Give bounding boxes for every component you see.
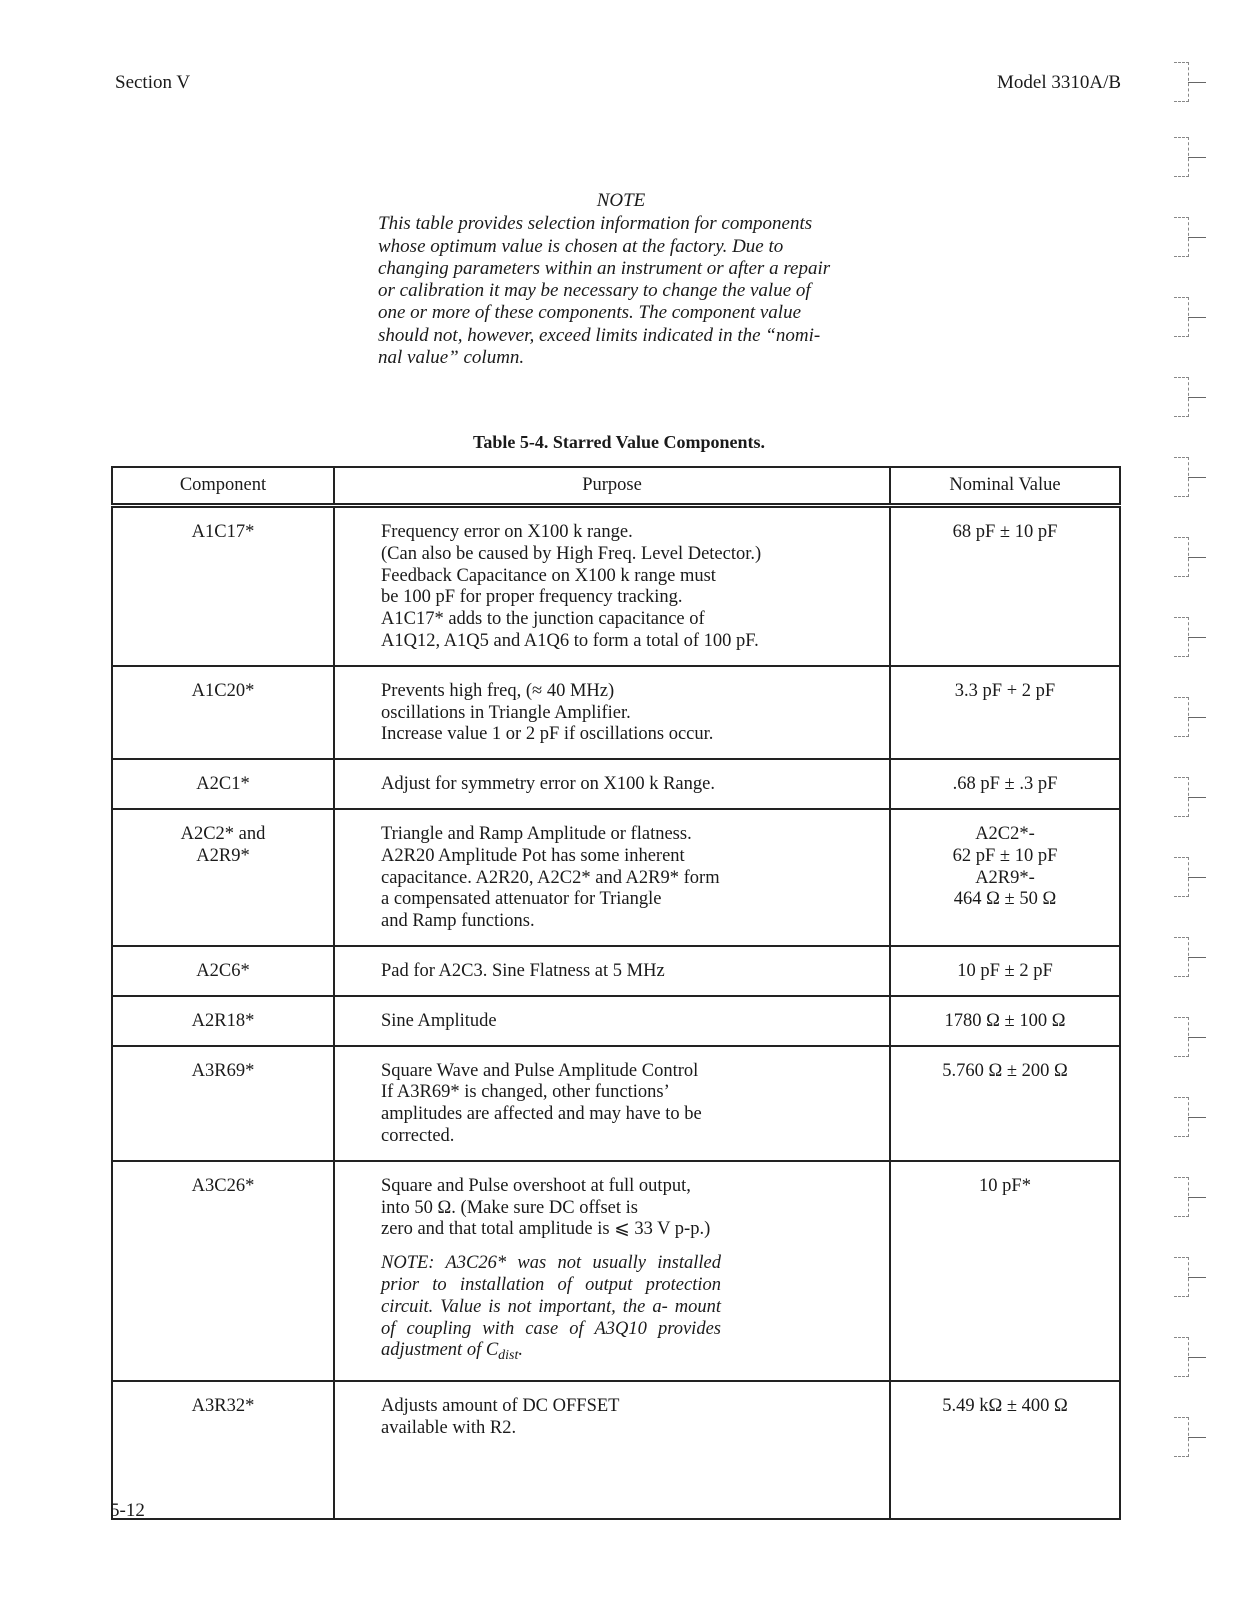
component-text: A2R9* bbox=[196, 845, 250, 866]
table-header-row bbox=[112, 467, 1120, 506]
nominal-text: 5.760 Ω ± 200 Ω bbox=[942, 1060, 1068, 1081]
nominal-cell bbox=[890, 666, 1120, 759]
margin-mark bbox=[1170, 1175, 1206, 1219]
margin-mark bbox=[1170, 215, 1206, 259]
component-text: A3C26* bbox=[191, 1175, 255, 1196]
table-title-text: Table 5-4. Starred Value Components. bbox=[472, 432, 766, 452]
note-line: nal value” column. bbox=[378, 347, 525, 369]
component-text: A1C17* bbox=[191, 522, 255, 542]
component-text: A1C20* bbox=[191, 680, 255, 701]
table-row bbox=[112, 1161, 1120, 1381]
nominal-text: .68 pF ± .3 pF bbox=[952, 774, 1058, 795]
purpose-cell bbox=[334, 809, 890, 946]
nominal-text: A2C2*- bbox=[975, 823, 1035, 844]
purpose-line: A2R20 Amplitude Pot has some inherent bbox=[381, 845, 685, 866]
note-block bbox=[378, 190, 864, 369]
nominal-text: 5.49 kΩ ± 400 Ω bbox=[942, 1395, 1068, 1416]
purpose-line: Increase value 1 or 2 pF if oscillations occur. bbox=[381, 724, 714, 745]
nominal-cell bbox=[890, 506, 1120, 666]
table-row bbox=[112, 996, 1120, 1046]
purpose-line: Adjusts amount of DC OFFSET bbox=[381, 1395, 620, 1416]
component-cell bbox=[112, 759, 334, 809]
nominal-cell bbox=[890, 996, 1120, 1046]
margin-mark bbox=[1170, 775, 1206, 819]
margin-mark bbox=[1170, 60, 1206, 104]
purpose-line: A1Q12, A1Q5 and A1Q6 to form a total of 100 pF. bbox=[381, 630, 759, 651]
component-cell bbox=[112, 1381, 334, 1519]
purpose-cell bbox=[334, 946, 890, 996]
purpose-line: be 100 pF for proper frequency tracking. bbox=[381, 587, 683, 608]
purpose-line: corrected. bbox=[381, 1125, 455, 1146]
component-cell bbox=[112, 666, 334, 759]
component-cell bbox=[112, 946, 334, 996]
nominal-text: 10 pF* bbox=[979, 1175, 1031, 1196]
table-row bbox=[112, 946, 1120, 996]
nominal-cell bbox=[890, 946, 1120, 996]
margin-mark bbox=[1170, 695, 1206, 739]
component-text: A3R69* bbox=[191, 1060, 255, 1081]
nominal-text: 10 pF ± 2 pF bbox=[957, 960, 1053, 981]
margin-mark bbox=[1170, 1335, 1206, 1379]
purpose-line: Square and Pulse overshoot at full output, bbox=[381, 1175, 691, 1196]
margin-mark bbox=[1170, 855, 1206, 899]
component-text: A3R32* bbox=[191, 1395, 255, 1416]
nominal-text: 68 pF ± 10 pF bbox=[952, 522, 1058, 542]
margin-mark bbox=[1170, 375, 1206, 419]
purpose-line: a compensated attenuator for Triangle bbox=[381, 889, 662, 910]
margin-mark bbox=[1170, 295, 1206, 339]
margin-mark bbox=[1170, 135, 1206, 179]
component-text: A2C1* bbox=[196, 774, 250, 795]
nominal-cell bbox=[890, 809, 1120, 946]
purpose-line: If A3R69* is changed, other functions’ bbox=[381, 1082, 670, 1103]
purpose-line: Sine Amplitude bbox=[381, 1010, 497, 1031]
margin-mark bbox=[1170, 935, 1206, 979]
a3c26-note-subscript: dist bbox=[498, 1348, 519, 1364]
table-row bbox=[112, 506, 1120, 666]
margin-mark bbox=[1170, 535, 1206, 579]
purpose-line: Triangle and Ramp Amplitude or flatness. bbox=[381, 823, 692, 844]
nominal-text: A2R9*- bbox=[975, 867, 1035, 888]
component-cell bbox=[112, 506, 334, 666]
purpose-line: and Ramp functions. bbox=[381, 911, 535, 932]
component-text: A2C2* and bbox=[180, 823, 266, 844]
purpose-line: capacitance. A2R20, A2C2* and A2R9* form bbox=[381, 867, 720, 888]
note-line: one or more of these components. The component value bbox=[378, 302, 802, 324]
purpose-line: oscillations in Triangle Amplifier. bbox=[381, 702, 631, 723]
note-line: changing parameters within an instrument or after a repair bbox=[378, 257, 831, 279]
purpose-cell bbox=[334, 1161, 890, 1381]
component-cell bbox=[112, 809, 334, 946]
note-line: whose optimum value is chosen at the factory. Due to bbox=[378, 235, 784, 257]
table-row bbox=[112, 809, 1120, 946]
nominal-cell bbox=[890, 1046, 1120, 1161]
purpose-line: into 50 Ω. (Make sure DC offset is bbox=[381, 1197, 638, 1218]
purpose-cell bbox=[334, 1046, 890, 1161]
purpose-line: available with R2. bbox=[381, 1417, 517, 1438]
purpose-line: A1C17* adds to the junction capacitance of bbox=[381, 609, 705, 630]
nominal-cell bbox=[890, 759, 1120, 809]
nominal-text: 3.3 pF + 2 pF bbox=[954, 680, 1056, 701]
purpose-line: zero and that total amplitude is ⩽ 33 V p-p.) bbox=[381, 1219, 711, 1240]
nominal-cell bbox=[890, 1381, 1120, 1519]
component-cell bbox=[112, 1046, 334, 1161]
note-line: This table provides selection information for components bbox=[378, 213, 813, 235]
margin-mark bbox=[1170, 1095, 1206, 1139]
a3c26-note bbox=[381, 1253, 721, 1367]
purpose-line: Prevents high freq, (≈ 40 MHz) bbox=[381, 680, 615, 701]
a3c26-note-text: NOTE: A3C26* was not usually installed prior to installation of output protection circuit. Value is not important, the a- mount of coupling with case of A3Q10 provides adjustment of C bbox=[381, 1253, 721, 1361]
component-text: A2C6* bbox=[196, 960, 250, 981]
component-cell bbox=[112, 1161, 334, 1381]
margin-mark bbox=[1170, 1255, 1206, 1299]
note-title: NOTE bbox=[596, 190, 646, 211]
purpose-line: Pad for A2C3. Sine Flatness at 5 MHz bbox=[381, 960, 665, 981]
margin-mark bbox=[1170, 1015, 1206, 1059]
purpose-cell bbox=[334, 996, 890, 1046]
nominal-text: 1780 Ω ± 100 Ω bbox=[944, 1010, 1066, 1031]
scan-margin-marks bbox=[1170, 40, 1220, 1560]
nominal-text: 464 Ω ± 50 Ω bbox=[953, 889, 1057, 910]
a3c26-note-end: . bbox=[518, 1340, 524, 1361]
purpose-cell bbox=[334, 759, 890, 809]
purpose-line: (Can also be caused by High Freq. Level Detector.) bbox=[381, 543, 762, 564]
column-header-nominal: Nominal Value bbox=[890, 467, 1120, 506]
table-row bbox=[112, 1046, 1120, 1161]
column-header-component: Component bbox=[112, 467, 334, 506]
table-row bbox=[112, 1381, 1120, 1519]
purpose-cell bbox=[334, 506, 890, 666]
note-body bbox=[378, 213, 864, 369]
margin-mark bbox=[1170, 615, 1206, 659]
starred-components-table bbox=[111, 466, 1121, 1520]
column-header-purpose: Purpose bbox=[334, 467, 890, 506]
margin-mark bbox=[1170, 1415, 1206, 1459]
purpose-line: Square Wave and Pulse Amplitude Control bbox=[381, 1060, 699, 1081]
purpose-line: Feedback Capacitance on X100 k range must bbox=[381, 565, 716, 586]
note-line: or calibration it may be necessary to change the value of bbox=[378, 280, 811, 302]
margin-mark bbox=[1170, 455, 1206, 499]
purpose-cell bbox=[334, 1381, 890, 1519]
section-label: Section V bbox=[115, 72, 191, 93]
nominal-cell bbox=[890, 1161, 1120, 1381]
table-row bbox=[112, 666, 1120, 759]
page-number: 5-12 bbox=[110, 1500, 145, 1521]
table-row bbox=[112, 759, 1120, 809]
component-text: A2R18* bbox=[191, 1010, 255, 1031]
purpose-line: amplitudes are affected and may have to be bbox=[381, 1104, 702, 1125]
note-line: should not, however, exceed limits indicated in the “nomi- bbox=[378, 324, 821, 346]
purpose-line: Adjust for symmetry error on X100 k Range. bbox=[381, 774, 715, 795]
component-cell bbox=[112, 996, 334, 1046]
nominal-text: 62 pF ± 10 pF bbox=[952, 845, 1058, 866]
purpose-line: Frequency error on X100 k range. bbox=[381, 522, 633, 542]
table-title bbox=[0, 432, 1236, 453]
purpose-cell bbox=[334, 666, 890, 759]
model-label: Model 3310A/B bbox=[997, 72, 1122, 93]
